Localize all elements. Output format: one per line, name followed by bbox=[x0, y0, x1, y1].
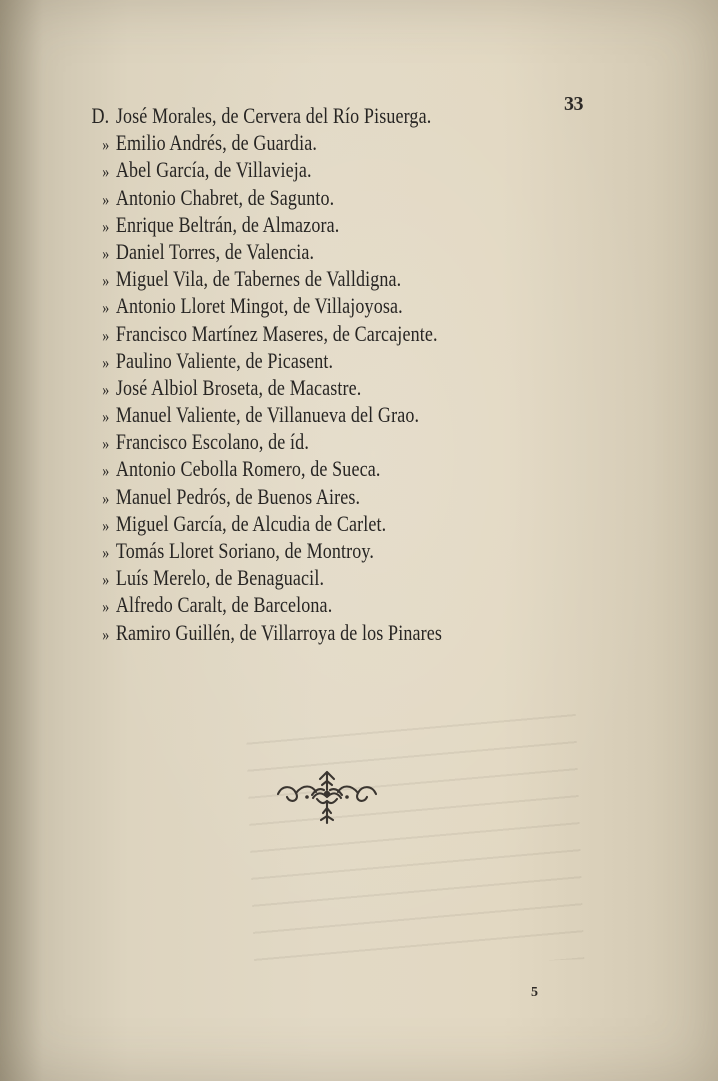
list-item bbox=[88, 238, 473, 265]
list-item bbox=[88, 292, 473, 319]
list-marker: » bbox=[102, 162, 110, 182]
list-marker: » bbox=[102, 461, 110, 481]
page-signature: 5 bbox=[531, 985, 538, 1000]
list-item-text: Alfredo Caralt, de Barcelona. bbox=[115, 592, 333, 618]
list-item-text: Francisco Escolano, de íd. bbox=[115, 429, 309, 455]
list-item-text: Antonio Cebolla Romero, de Sueca. bbox=[115, 456, 381, 482]
list-item-text: Antonio Lloret Mingot, de Villajoyosa. bbox=[115, 293, 403, 319]
list-marker: » bbox=[102, 216, 110, 236]
list-item-text: Antonio Chabret, de Sagunto. bbox=[115, 184, 335, 210]
list-item bbox=[88, 564, 473, 591]
list-item bbox=[88, 265, 473, 292]
list-item-text: Manuel Pedrós, de Buenos Aires. bbox=[115, 483, 361, 509]
list-item bbox=[88, 102, 473, 129]
list-marker: » bbox=[102, 271, 110, 291]
list-item bbox=[88, 156, 473, 183]
list-marker: » bbox=[102, 515, 110, 535]
list-item-text: Luís Merelo, de Benaguacil. bbox=[115, 565, 325, 591]
list-item-text: Emilio Andrés, de Guardia. bbox=[115, 130, 317, 156]
list-item-text: José Albiol Broseta, de Macastre. bbox=[115, 374, 362, 400]
list-marker: » bbox=[102, 543, 110, 562]
list-item-text: Enrique Beltrán, de Almazora. bbox=[115, 211, 340, 237]
list-item bbox=[88, 374, 473, 401]
list-marker: » bbox=[102, 624, 110, 644]
show-through-text-shadow bbox=[246, 709, 585, 970]
list-item bbox=[88, 591, 473, 618]
list-marker: » bbox=[102, 298, 110, 318]
list-item bbox=[88, 619, 473, 646]
name-list bbox=[88, 102, 473, 646]
list-marker: » bbox=[102, 570, 110, 590]
list-item bbox=[88, 510, 473, 537]
list-item-text: Abel García, de Villavieja. bbox=[115, 157, 312, 183]
list-item bbox=[88, 428, 473, 455]
list-marker: » bbox=[102, 325, 110, 345]
list-item-text: Miguel García, de Alcudia de Carlet. bbox=[115, 510, 387, 536]
list-marker: » bbox=[102, 135, 110, 155]
list-item bbox=[88, 184, 473, 211]
list-item-text: Miguel Vila, de Tabernes de Valldigna. bbox=[115, 266, 402, 292]
list-item bbox=[88, 455, 473, 482]
list-item bbox=[88, 211, 473, 238]
list-item bbox=[88, 347, 473, 374]
list-item-text: Francisco Martínez Maseres, de Carcajente. bbox=[115, 320, 438, 346]
list-marker: » bbox=[102, 379, 110, 399]
list-marker: » bbox=[102, 434, 110, 454]
list-item bbox=[88, 401, 473, 428]
list-item-text: José Morales, de Cervera del Río Pisuerga. bbox=[115, 103, 432, 128]
list-item bbox=[88, 537, 473, 564]
list-item-text: Tomás Lloret Soriano, de Montroy. bbox=[115, 538, 375, 563]
list-item bbox=[88, 320, 473, 347]
list-marker: » bbox=[102, 189, 110, 209]
list-item bbox=[88, 483, 473, 510]
list-marker: » bbox=[102, 407, 110, 427]
list-marker: » bbox=[102, 597, 110, 617]
list-marker: » bbox=[102, 488, 110, 508]
list-item-text: Paulino Valiente, de Picasent. bbox=[115, 347, 334, 373]
list-item-text: Daniel Torres, de Valencia. bbox=[115, 238, 315, 264]
list-item bbox=[88, 129, 473, 156]
list-item-text: Manuel Valiente, de Villanueva del Grao. bbox=[115, 402, 420, 428]
page-number: 33 bbox=[564, 93, 583, 115]
list-item-text: Ramiro Guillén, de Villarroya de los Pinares bbox=[115, 619, 443, 645]
floral-ornament-icon bbox=[268, 768, 386, 830]
list-marker: » bbox=[102, 243, 110, 263]
list-marker: » bbox=[102, 352, 110, 372]
list-marker: D. bbox=[91, 103, 110, 128]
